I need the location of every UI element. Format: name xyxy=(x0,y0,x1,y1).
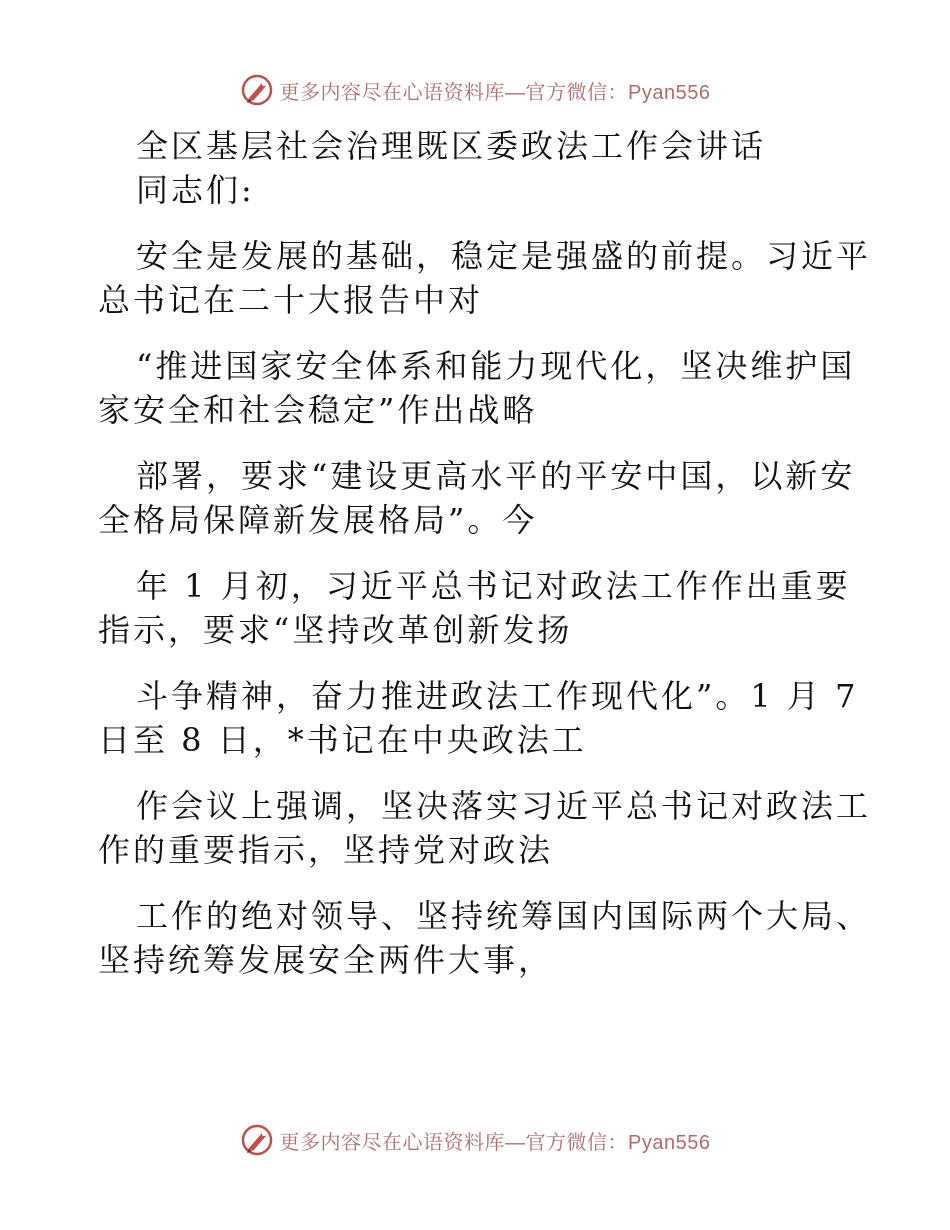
watermark-text: 更多内容尽在心语资料库—官方微信：Pyan556 xyxy=(279,81,711,104)
watermark-text: 更多内容尽在心语资料库—官方微信：Pyan556 xyxy=(279,1131,711,1154)
body-line-1: 安全是发展的基础，稳定是强盛的前提。习近平 xyxy=(136,237,872,275)
pen-circle-icon xyxy=(240,1123,274,1157)
body-line-10: 日至 8 日，*书记在中央政法工 xyxy=(98,721,587,759)
body-line-13: 工作的绝对领导、坚持统筹国内国际两个大局、 xyxy=(136,897,872,935)
body-line-9: 斗争精神，奋力推进政法工作现代化”。1 月 7 xyxy=(136,677,859,715)
body-line-11: 作会议上强调，坚决落实习近平总书记对政法工 xyxy=(136,787,872,825)
watermark-header xyxy=(0,70,950,110)
body-line-14: 坚持统筹发展安全两件大事， xyxy=(98,941,554,979)
document-title: 全区基层社会治理既区委政法工作会讲话 xyxy=(136,127,767,165)
watermark-header-inner xyxy=(240,73,711,107)
body-line-5: 部署，要求“建设更高水平的平安中国，以新安 xyxy=(136,457,856,495)
body-line-8: 指示，要求“坚持改革创新发扬 xyxy=(98,611,573,649)
body-line-2: 总书记在二十大报告中对 xyxy=(98,281,484,319)
body-line-3: “推进国家安全体系和能力现代化，坚决维护国 xyxy=(136,347,856,385)
body-line-6: 全格局保障新发展格局”。今 xyxy=(98,501,538,539)
body-line-7: 年 1 月初，习近平总书记对政法工作作出重要 xyxy=(136,567,851,605)
pen-circle-icon xyxy=(240,73,274,107)
document-body xyxy=(98,124,872,1004)
body-line-4: 家安全和社会稳定”作出战略 xyxy=(98,391,538,429)
salutation: 同志们: xyxy=(136,171,255,209)
body-line-12: 作的重要指示，坚持党对政法 xyxy=(98,831,554,869)
watermark-footer-inner xyxy=(240,1123,711,1157)
watermark-footer xyxy=(0,1120,950,1160)
